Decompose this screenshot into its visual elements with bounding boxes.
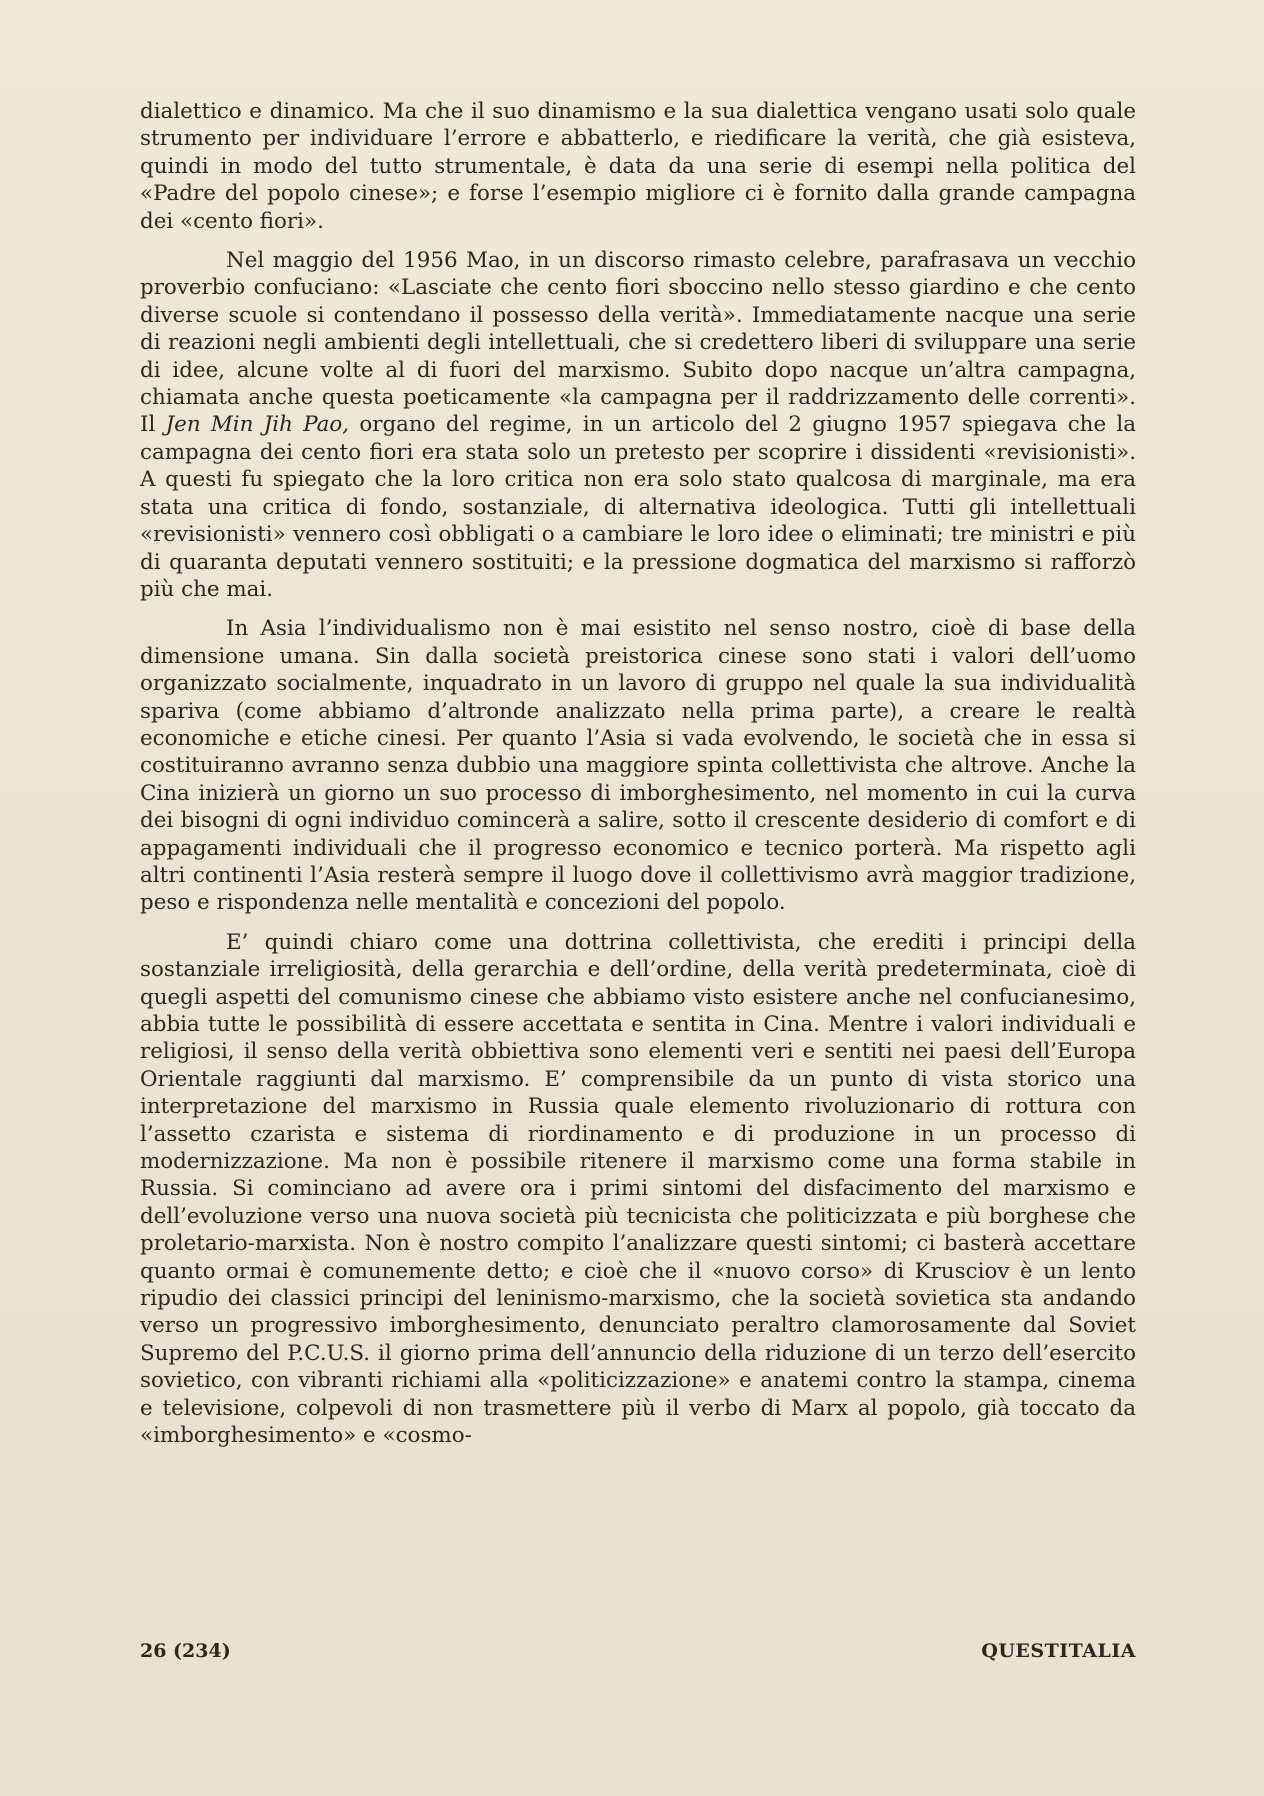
paragraph-text: organo del regime, in un articolo del 2 giugno 1957 spiegava che la campagna dei cento fiori era stata solo un pretesto per scoprire i dissidenti «revisionisti». A questi fu spiegato che la loro critica non era solo stato qualcosa di marginale, ma era stata una critica di fondo, sostanziale, di alternativa ideologica. Tutti gli intellettuali «revisionisti» vennero così obbligati o a cambiare le loro idee o eliminati; tre ministri e più di quaranta deputati vennero sostituiti; e la pressione dogmatica del marxismo si rafforzò più che mai. xyxy=(140,412,1137,602)
paragraph xyxy=(140,247,1136,603)
paragraph xyxy=(140,98,1136,235)
italic-text: Jen Min Jih Pao, xyxy=(165,412,350,438)
paragraph-text: Nel maggio del 1956 Mao, in un discorso rimasto celebre, parafrasava un vecchio proverbio confuciano: «Lasciate che cento fiori sboccino nello stesso giardino e che cento diverse scuole si contendano il possesso della verità». Immediatamente nacque una serie di reazioni negli ambienti degli intellettuali, che si credettero liberi di sviluppare una serie di idee, alcune volte al di fuori del marxismo. Subito dopo nacque un’altra campagna, chiamata anche questa poeticamente «la campagna per il raddrizzamento delle correnti». Il xyxy=(140,248,1136,438)
article-body xyxy=(140,98,1136,1462)
paragraph xyxy=(140,615,1136,916)
magazine-title: QUESTITALIA xyxy=(981,1640,1136,1662)
paragraph-text: In Asia l’individualismo non è mai esistito nel senso nostro, cioè di base della dimensione umana. Sin dalla società preistorica cinese sono stati i valori dell’uomo organizzato socialmente, inquadrato in un lavoro di gruppo nel quale la sua individualità spariva (come abbiamo d’altronde analizzato nella prima parte), a creare le realtà economiche e etiche cinesi. Per quanto l’Asia si vada evolvendo, le società che in essa si costituiranno avranno senza dubbio una maggiore spinta collettivista che altrove. Anche la Cina inizierà un giorno un suo processo di imborghesimento, nel momento in cui la curva dei bisogni di ogni individuo comincerà a salire, sotto il crescente desiderio di comfort e di appagamenti individuali che il progresso economico e tecnico porterà. Ma rispetto agli altri continenti l’Asia resterà sempre il luogo dove il collettivismo avrà maggior tradizione, peso e rispondenza nelle mentalità e concezioni del popolo. xyxy=(140,616,1136,916)
paragraph xyxy=(140,929,1136,1450)
paragraph-text: dialettico e dinamico. Ma che il suo dinamismo e la sua dialettica vengano usati solo quale strumento per individuare l’errore e abbatterlo, e riedificare la verità, che già esisteva, quindi in modo del tutto strumentale, è data da una serie di esempi nella politica del «Padre del popolo cinese»; e forse l’esempio migliore ci è fornito dalla grande campagna dei «cento fiori». xyxy=(140,99,1136,234)
page-number: 26 (234) xyxy=(140,1640,231,1662)
paragraph-text: E’ quindi chiaro come una dottrina collettivista, che erediti i principi della sostanziale irreligiosità, della gerarchia e dell’ordine, della verità predeterminata, cioè di quegli aspetti del comunismo cinese che abbiamo visto esistere anche nel confucianesimo, abbia tutte le possibilità di essere accettata e sentita in Cina. Mentre i valori individuali e religiosi, il senso della verità obbiettiva sono elementi veri e sentiti nei paesi dell’Europa Orientale raggiunti dal marxismo. E’ comprensibile da un punto di vista storico una interpretazione del marxismo in Russia quale elemento rivoluzionario di rottura con l’assetto czarista e sistema di riordinamento e di produzione in un processo di modernizzazione. Ma non è possibile ritenere il marxismo come una forma stabile in Russia. Si cominciano ad avere ora i primi sintomi del disfacimento del marxismo e dell’evoluzione verso una nuova società più tecnicista che politicizzata e più borghese che proletario-marxista. Non è nostro compito l’analizzare questi sintomi; ci basterà accettare quanto ormai è comunemente detto; e cioè che il «nuovo corso» di Krusciov è un lento ripudio dei classici principi del leninismo-marxismo, che la società sovietica sta andando verso un progressivo imborghesimento, denunciato peraltro clamorosamente dal Soviet Supremo del P.C.U.S. il giorno prima dell’annuncio della riduzione di un terzo dell’esercito sovietico, con vibranti richiami alla «politicizzazione» e anatemi contro la stampa, cinema e televisione, colpevoli di non trasmettere più il verbo di Marx al popolo, già toccato da «imborghesimento» e «cosmo- xyxy=(140,929,1136,1449)
